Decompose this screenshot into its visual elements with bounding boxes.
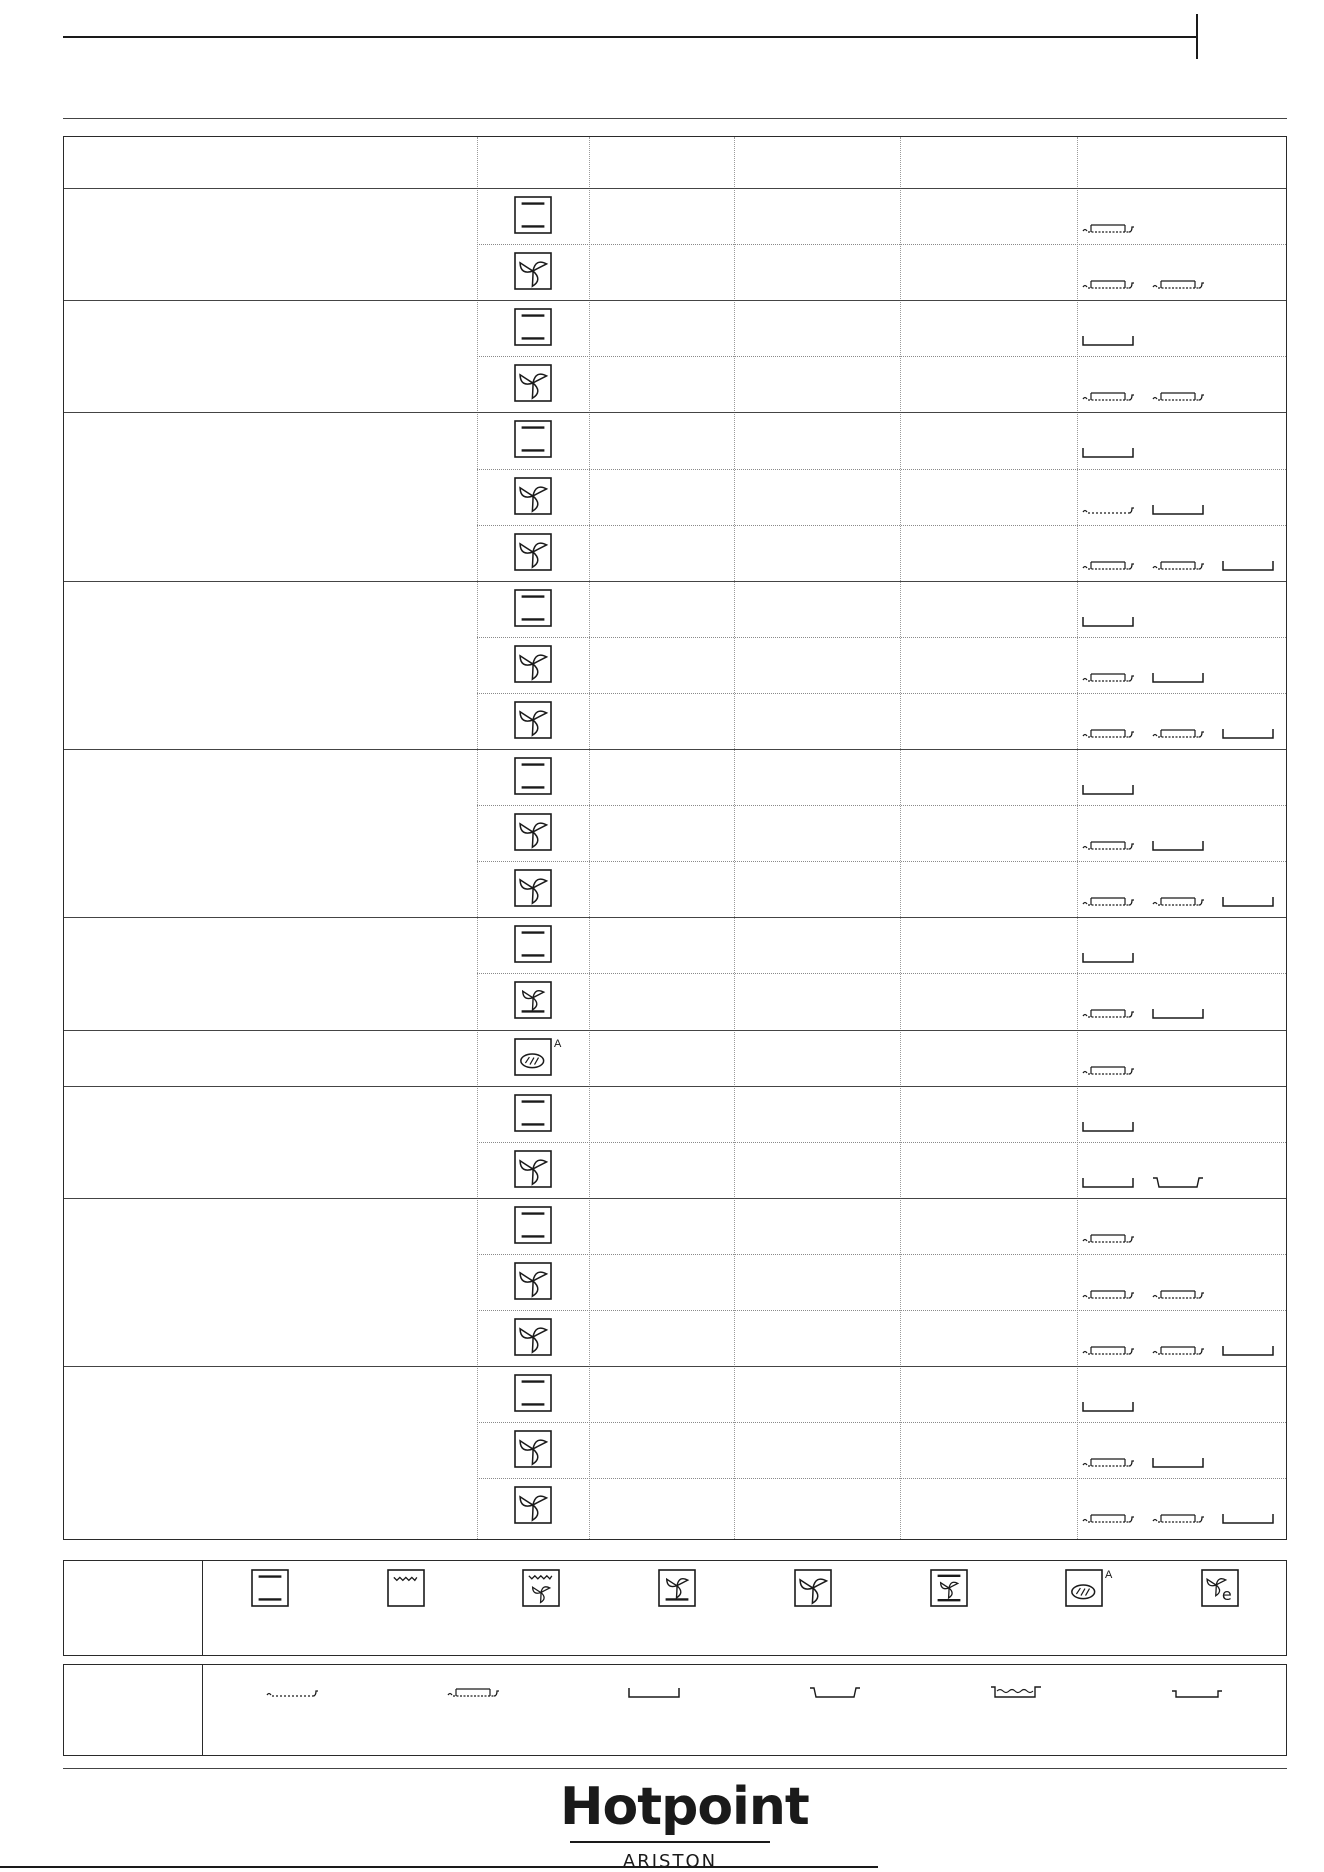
wire-shelf-tray-icon <box>1081 1343 1137 1364</box>
baking-tray-icon <box>1081 1175 1137 1196</box>
footer-rule <box>63 1768 1287 1769</box>
forced-air-icon <box>514 1150 552 1188</box>
wire-shelf-icon <box>1081 502 1137 523</box>
col-divider <box>477 137 478 1539</box>
row-divider <box>477 1142 1286 1143</box>
baking-tray-icon <box>1081 1119 1137 1140</box>
wire-shelf-tray-icon <box>1081 1231 1137 1252</box>
convection-bake-icon <box>514 981 552 1019</box>
baking-tray-icon <box>1151 1006 1207 1027</box>
forced-air-icon <box>794 1569 832 1607</box>
drip-tray-icon <box>808 1685 864 1706</box>
functions-legend <box>63 1560 1287 1656</box>
header-row-divider <box>64 188 1286 189</box>
conventional-icon <box>251 1569 289 1607</box>
brand-logo-bar <box>570 1841 770 1843</box>
header-rule-top <box>63 36 1197 38</box>
wire-shelf-icon <box>265 1685 321 1706</box>
conventional-icon <box>514 1374 552 1412</box>
wire-shelf-tray-icon <box>1151 277 1207 298</box>
forced-air-icon <box>514 701 552 739</box>
wire-shelf-tray-icon <box>1151 389 1207 410</box>
conventional-icon <box>514 757 552 795</box>
row-divider <box>477 1422 1286 1423</box>
drip-tray-icon <box>1151 1175 1207 1196</box>
forced-air-icon <box>514 364 552 402</box>
baking-tray-icon <box>1151 838 1207 859</box>
row-divider <box>477 1310 1286 1311</box>
row-divider <box>477 861 1286 862</box>
wire-shelf-tray-icon <box>1081 277 1137 298</box>
col-divider <box>900 137 901 1539</box>
bread-icon <box>514 1037 562 1076</box>
legend-divider <box>202 1561 203 1655</box>
baking-tray-icon <box>1151 670 1207 691</box>
wire-shelf-tray-icon <box>1081 1455 1137 1476</box>
conventional-icon <box>514 1206 552 1244</box>
baking-tray-icon <box>1081 333 1137 354</box>
row-divider <box>477 356 1286 357</box>
row-divider <box>477 637 1286 638</box>
cooking-table <box>63 136 1287 1540</box>
accessories-legend <box>63 1664 1287 1756</box>
forced-air-icon <box>514 1262 552 1300</box>
wire-shelf-tray-icon <box>1081 838 1137 859</box>
brand-logo <box>560 1777 809 1872</box>
conventional-icon <box>514 589 552 627</box>
wire-shelf-tray-icon <box>1081 726 1137 747</box>
conventional-icon <box>514 196 552 234</box>
forced-air-icon <box>514 1486 552 1524</box>
svg-text:e: e <box>1221 1585 1232 1605</box>
wire-shelf-tray-icon <box>1081 389 1137 410</box>
header-rule-thin <box>63 118 1287 119</box>
baking-tray-icon <box>1081 950 1137 971</box>
group-divider <box>64 1366 1286 1367</box>
wire-shelf-tray-icon <box>1081 1511 1137 1532</box>
wire-shelf-tray-icon <box>1081 1287 1137 1308</box>
brand-logo-main: Hotpoint <box>560 1777 809 1837</box>
wire-shelf-tray-icon <box>1081 1063 1137 1084</box>
row-divider <box>477 244 1286 245</box>
row-divider <box>477 525 1286 526</box>
col-divider <box>734 137 735 1539</box>
forced-air-icon <box>514 813 552 851</box>
wire-shelf-tray-icon <box>1151 894 1207 915</box>
group-divider <box>64 1086 1286 1087</box>
group-divider <box>64 581 1286 582</box>
forced-air-icon <box>514 645 552 683</box>
baking-tray-icon <box>1081 445 1137 466</box>
top-bottom-fan-icon <box>930 1569 968 1607</box>
col-divider <box>1077 137 1078 1539</box>
wire-shelf-tray-icon <box>1151 726 1207 747</box>
baking-tray-icon <box>627 1685 683 1706</box>
shallow-tray-icon <box>1170 1685 1226 1706</box>
group-divider <box>64 917 1286 918</box>
water-tray-icon <box>989 1685 1045 1706</box>
legend-divider <box>202 1665 203 1755</box>
baking-tray-icon <box>1221 1511 1277 1532</box>
wire-shelf-tray-icon <box>1081 221 1137 242</box>
row-divider <box>477 973 1286 974</box>
group-divider <box>64 1030 1286 1031</box>
baking-tray-icon <box>1081 614 1137 635</box>
baking-tray-icon <box>1221 558 1277 579</box>
grill-icon <box>387 1569 425 1607</box>
row-divider <box>477 693 1286 694</box>
wire-shelf-tray-icon <box>1081 1006 1137 1027</box>
row-divider <box>477 805 1286 806</box>
conventional-icon <box>514 420 552 458</box>
convection-bake-icon <box>658 1569 696 1607</box>
col-divider <box>589 137 590 1539</box>
wire-shelf-tray-icon <box>446 1685 502 1706</box>
forced-air-icon <box>514 869 552 907</box>
baking-tray-icon <box>1081 782 1137 803</box>
wire-shelf-tray-icon <box>1151 1511 1207 1532</box>
wire-shelf-tray-icon <box>1081 670 1137 691</box>
forced-air-icon <box>514 1318 552 1356</box>
group-divider <box>64 300 1286 301</box>
wire-shelf-tray-icon <box>1151 1343 1207 1364</box>
baking-tray-icon <box>1151 1455 1207 1476</box>
bread-icon <box>1065 1569 1113 1607</box>
brand-logo-sub: ARISTON <box>622 1851 718 1872</box>
baking-tray-icon <box>1221 1343 1277 1364</box>
svg-text:A: A <box>554 1037 562 1050</box>
baking-tray-icon <box>1221 726 1277 747</box>
header-rule-tick <box>1196 14 1198 59</box>
forced-air-icon <box>514 252 552 290</box>
eco-forced-air-icon <box>1201 1569 1239 1607</box>
turbo-grill-icon <box>522 1569 560 1607</box>
baking-tray-icon <box>1151 502 1207 523</box>
row-divider <box>477 469 1286 470</box>
wire-shelf-tray-icon <box>1151 558 1207 579</box>
baking-tray-icon <box>1221 894 1277 915</box>
group-divider <box>64 412 1286 413</box>
svg-text:A: A <box>1105 1569 1113 1581</box>
wire-shelf-tray-icon <box>1081 558 1137 579</box>
wire-shelf-tray-icon <box>1151 1287 1207 1308</box>
row-divider <box>477 1254 1286 1255</box>
forced-air-icon <box>514 477 552 515</box>
conventional-icon <box>514 1094 552 1132</box>
conventional-icon <box>514 925 552 963</box>
row-divider <box>477 1478 1286 1479</box>
conventional-icon <box>514 308 552 346</box>
group-divider <box>64 1198 1286 1199</box>
forced-air-icon <box>514 533 552 571</box>
forced-air-icon <box>514 1430 552 1468</box>
baking-tray-icon <box>1081 1399 1137 1420</box>
group-divider <box>64 749 1286 750</box>
wire-shelf-tray-icon <box>1081 894 1137 915</box>
